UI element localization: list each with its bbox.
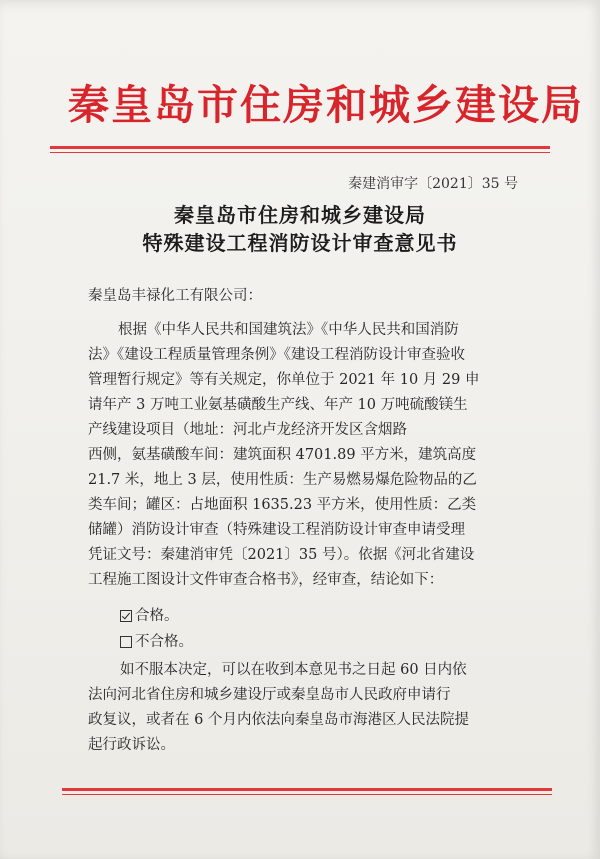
option-fail-label: 不合格。 bbox=[135, 634, 193, 650]
letterhead-org-name: 秦皇岛市住房和城乡建设局 bbox=[68, 81, 584, 129]
body-line: 凭证文号：秦建消审凭〔2021〕35 号）。依据《河北省建设 bbox=[88, 547, 475, 563]
document-title-line1: 秦皇岛市住房和城乡建设局 bbox=[174, 203, 426, 227]
letterhead-rule-thick bbox=[50, 146, 550, 149]
document-number: 秦建消审字〔2021〕35 号 bbox=[348, 176, 518, 192]
body-line: 类车间；罐区：占地面积 1635.23 平方米，使用性质：乙类 bbox=[88, 497, 477, 513]
body-line: 法》《建设工程质量管理条例》《建设工程消防设计审查验收 bbox=[88, 347, 465, 363]
body-line: 储罐）消防设计审查（特殊建设工程消防设计审查申请受理 bbox=[88, 522, 465, 538]
option-pass-label: 合格。 bbox=[135, 608, 179, 624]
closing-line: 政复议，或者在 6 个月内依法向秦皇岛市海港区人民法院提 bbox=[88, 712, 469, 728]
closing-line: 如不服本决定，可以在收到本意见书之日起 60 日内依 bbox=[120, 662, 467, 678]
footer-rule-thick bbox=[62, 788, 552, 791]
body-line: 工程施工图设计文件审查合格书》，经审查，结论如下： bbox=[88, 572, 444, 588]
body-line: 根据《中华人民共和国建筑法》《中华人民共和国消防 bbox=[118, 322, 459, 338]
document-title-line2: 特殊建设工程消防设计审查意见书 bbox=[142, 231, 458, 255]
body-line: 请年产 3 万吨工业氨基磺酸生产线、年产 10 万吨硫酸镁生 bbox=[88, 397, 468, 413]
body-line: 产线建设项目（地址：河北卢龙经济开发区含烟路 bbox=[88, 422, 407, 438]
option-pass bbox=[120, 606, 550, 626]
checked-box-icon bbox=[120, 610, 132, 622]
body-line: 西侧，氨基磺酸车间：建筑面积 4701.89 平方米，建筑高度 bbox=[88, 447, 477, 463]
unchecked-box-icon bbox=[120, 636, 132, 648]
body-line: 管理暂行规定》等有关规定，你单位于 2021 年 10 月 29 申 bbox=[88, 372, 480, 388]
closing-line: 起行政诉讼。 bbox=[88, 737, 175, 753]
closing-line: 法向河北省住房和城乡建设厅或秦皇岛市人民政府申请行 bbox=[88, 687, 451, 703]
footer-rule-thin bbox=[62, 794, 552, 795]
letterhead-rule-thin bbox=[50, 152, 550, 153]
body-line: 21.7 米，地上 3 层，使用性质：生产易燃易爆危险物品的乙 bbox=[88, 472, 477, 488]
recipient: 秦皇岛丰禄化工有限公司： bbox=[88, 288, 262, 304]
option-fail bbox=[120, 632, 550, 652]
